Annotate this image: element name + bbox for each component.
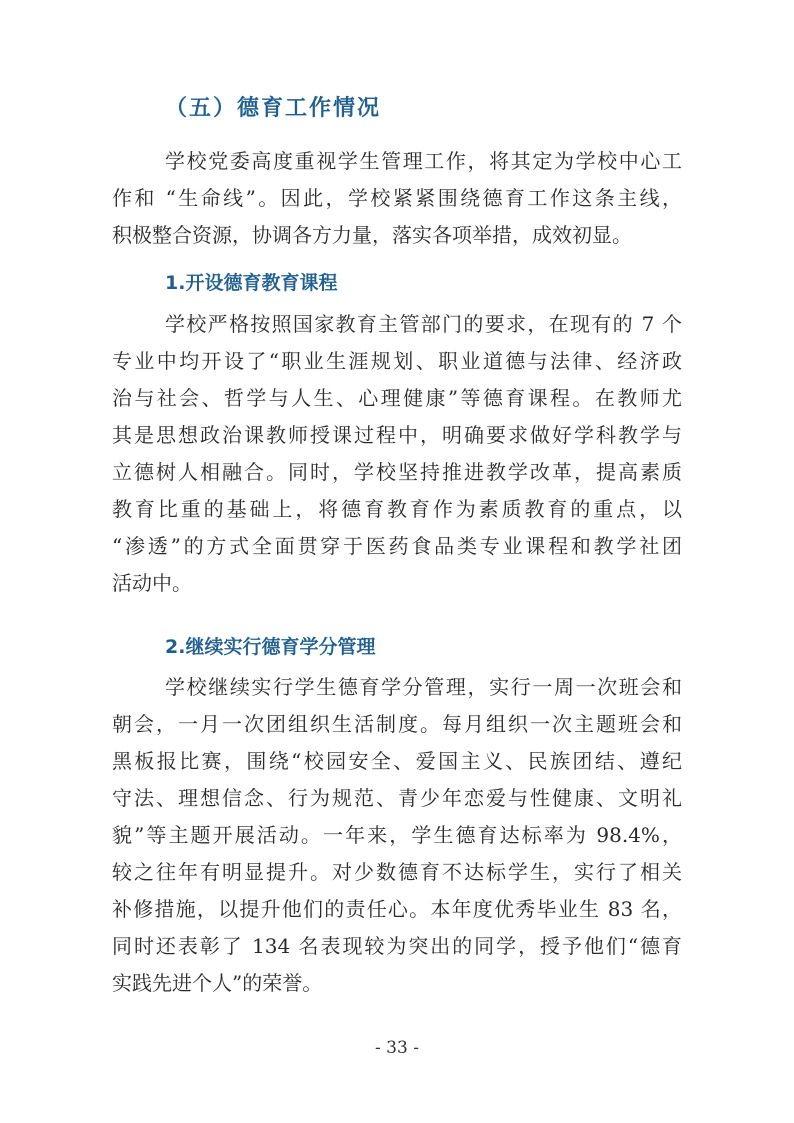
page-number: - 33 - — [375, 1038, 419, 1058]
subsection-title-2: 2.继续实行德育学分管理 — [165, 636, 376, 658]
paragraph-line: 补修措施，以提升他们的责任心。本年度优秀毕业生 83 名， — [112, 897, 682, 921]
paragraph-line: 较之往年有明显提升。对少数德育不达标学生，实行了相关 — [112, 860, 682, 884]
paragraph-line: 治与社会、哲学与人生、心理健康”等德育课程。在教师尤 — [112, 386, 682, 410]
subsection-2-paragraph — [112, 669, 682, 1002]
paragraph-line: 教育比重的基础上，将德育教育作为素质教育的重点，以 — [112, 497, 682, 521]
paragraph-line: 学校党委高度重视学生管理工作，将其定为学校中心工 — [165, 149, 682, 173]
paragraph-line: 其是思想政治课教师授课过程中，明确要求做好学科教学与 — [112, 423, 682, 447]
paragraph-line: 朝会，一月一次团组织生活制度。每月组织一次主题班会和 — [112, 712, 682, 736]
paragraph-line: 专业中均开设了“职业生涯规划、职业道德与法律、经济政 — [112, 349, 682, 373]
paragraph-line: 同时还表彰了 134 名表现较为突出的同学，授予他们“德育 — [112, 934, 682, 958]
paragraph-line: 学校严格按照国家教育主管部门的要求，在现有的 7 个 — [165, 312, 682, 336]
subsection-title-1: 1.开设德育教育课程 — [165, 272, 338, 294]
paragraph-line: 活动中。 — [112, 571, 192, 595]
paragraph-line: 学校继续实行学生德育学分管理，实行一周一次班会和 — [165, 675, 682, 699]
paragraph-line: 黑板报比赛，围绕“校园安全、爱国主义、民族团结、遵纪 — [112, 749, 682, 773]
paragraph-line: “渗透”的方式全面贯穿于医药食品类专业课程和教学社团 — [112, 534, 682, 558]
paragraph-line: 貌”等主题开展活动。一年来，学生德育达标率为 98.4%， — [112, 823, 682, 847]
paragraph-line: 实践先进个人”的荣誉。 — [112, 971, 323, 995]
subsection-1-paragraph — [112, 306, 682, 602]
intro-paragraph — [112, 143, 682, 254]
section-title: （五）德育工作情况 — [165, 96, 382, 121]
paragraph-line: 守法、理想信念、行为规范、青少年恋爱与性健康、文明礼 — [112, 786, 682, 810]
paragraph-line: 立德树人相融合。同时，学校坚持推进教学改革，提高素质 — [112, 460, 682, 484]
paragraph-line: 作和 “生命线”。因此，学校紧紧围绕德育工作这条主线， — [112, 186, 682, 210]
paragraph-line: 积极整合资源，协调各方力量，落实各项举措，成效初显。 — [112, 223, 632, 247]
